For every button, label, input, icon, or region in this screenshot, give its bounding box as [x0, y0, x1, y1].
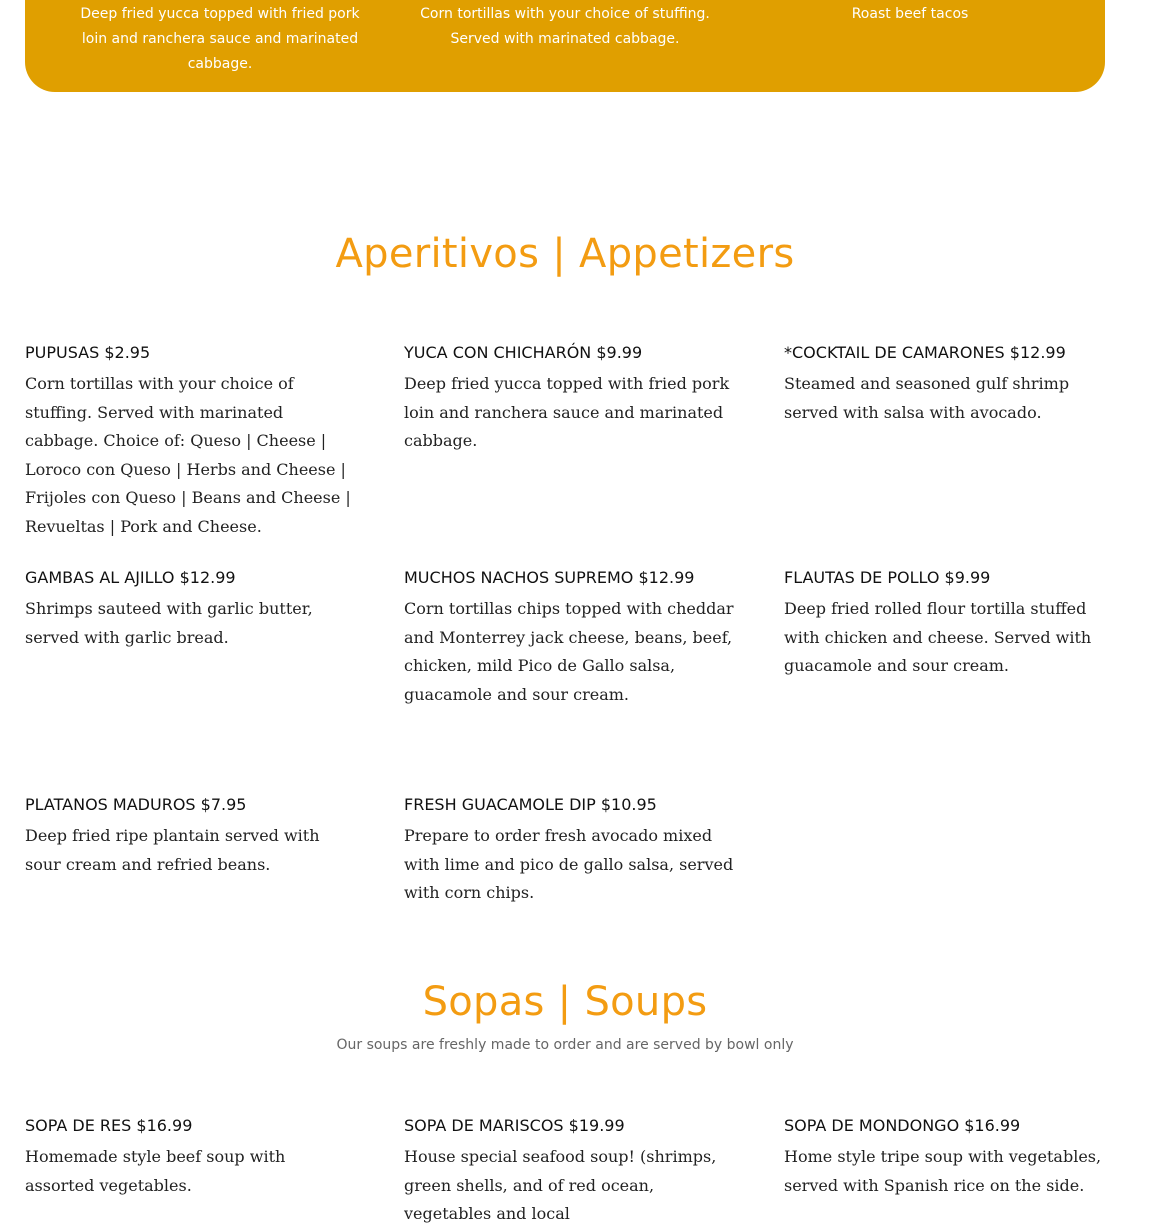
menu-item: [784, 342, 1104, 427]
menu-item-desc: Corn tortillas with your choice of stuffing. Served with marinated cabbage. Choice of: Queso | Cheese | Loroco con Queso | Herbs and Cheese | Frijoles con Queso | Beans and Cheese | Revueltas | Pork and Cheese.: [25, 374, 351, 536]
banner-item-desc: Deep fried yucca topped with fried pork loin and ranchera sauce and marinated cabbage.: [80, 6, 360, 72]
menu-item: [25, 794, 355, 879]
menu-item-name: SOPA DE RES $16.99: [25, 1116, 193, 1135]
soups-heading: Sopas | Soups: [422, 979, 708, 1025]
menu-item-desc: Steamed and seasoned gulf shrimp served with salsa with avocado.: [784, 374, 1070, 422]
menu-item: [784, 1115, 1104, 1200]
menu-item-desc: Deep fried ripe plantain served with sour cream and refried beans.: [25, 826, 320, 874]
banner-item-desc: Corn tortillas with your choice of stuffing. Served with marinated cabbage.: [420, 6, 710, 47]
menu-item-name: PLATANOS MADUROS $7.95: [25, 795, 247, 814]
menu-item-name: FLAUTAS DE POLLO $9.99: [784, 568, 991, 587]
menu-item-name: SOPA DE MARISCOS $19.99: [404, 1116, 625, 1135]
appetizers-heading: Aperitivos | Appetizers: [335, 231, 795, 277]
menu-item-desc: Corn tortillas chips topped with cheddar and Monterrey jack cheese, beans, beef, chicken, mild Pico de Gallo salsa, guacamole and sour cream.: [404, 599, 734, 704]
menu-item: [784, 567, 1104, 681]
menu-item-desc: Home style tripe soup with vegetables, served with Spanish rice on the side.: [784, 1147, 1102, 1195]
banner-item-desc: Roast beef tacos: [851, 6, 969, 22]
menu-item-name: SOPA DE MONDONGO $16.99: [784, 1116, 1021, 1135]
menu-item-name: MUCHOS NACHOS SUPREMO $12.99: [404, 568, 695, 587]
menu-item-name: *COCKTAIL DE CAMARONES $12.99: [784, 343, 1066, 362]
menu-item: [25, 567, 355, 652]
menu-item-desc: Prepare to order fresh avocado mixed with lime and pico de gallo salsa, served with corn chips.: [404, 826, 734, 903]
menu-item-name: PUPUSAS $2.95: [25, 343, 151, 362]
featured-banner: [25, 0, 1105, 92]
menu-item-name: YUCA CON CHICHARÓN $9.99: [404, 343, 643, 362]
menu-item-desc: Shrimps sauteed with garlic butter, served with garlic bread.: [25, 599, 313, 647]
menu-item-desc: Deep fried rolled flour tortilla stuffed with chicken and cheese. Served with guacamole and sour cream.: [784, 599, 1092, 676]
menu-item: [404, 1115, 734, 1229]
menu-item: [404, 794, 734, 908]
menu-item: [25, 342, 355, 542]
soups-subtitle: Our soups are freshly made to order and are served by bowl only: [336, 1037, 794, 1053]
menu-item-name: FRESH GUACAMOLE DIP $10.95: [404, 795, 657, 814]
menu-item: [404, 567, 734, 709]
menu-item-desc: Deep fried yucca topped with fried pork loin and ranchera sauce and marinated cabbage.: [404, 374, 730, 451]
menu-item-desc: Homemade style beef soup with assorted vegetables.: [25, 1147, 286, 1195]
menu-item: [25, 1115, 355, 1200]
menu-item: [404, 342, 734, 456]
menu-item-desc: House special seafood soup! (shrimps, green shells, and of red ocean, vegetables and local: [404, 1147, 717, 1224]
menu-item-name: GAMBAS AL AJILLO $12.99: [25, 568, 236, 587]
